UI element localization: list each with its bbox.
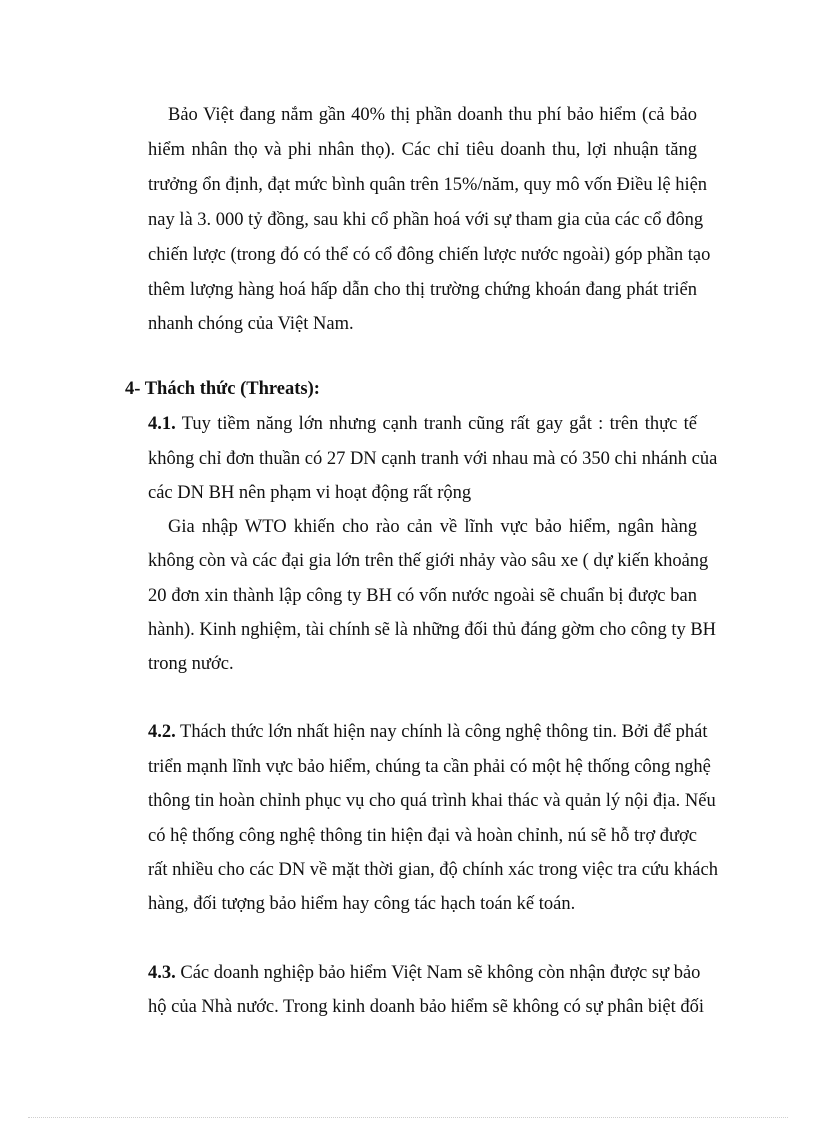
- paragraph-line: nhanh chóng của Việt Nam.: [148, 314, 354, 334]
- page-bottom-border: [28, 1117, 788, 1118]
- paragraph-line: không chỉ đơn thuần có 27 DN cạnh tranh với nhau mà có 350 chi nhánh của: [148, 449, 718, 469]
- paragraph-line: rất nhiều cho các DN về mặt thời gian, độ chính xác trong việc tra cứu khách: [148, 860, 718, 880]
- paragraph-line: hành). Kinh nghiệm, tài chính sẽ là những đối thủ đáng gờm cho công ty BH: [148, 620, 717, 640]
- paragraph-line: không còn và các đại gia lớn trên thế giới nhảy vào sâu xe ( dự kiến khoảng: [148, 551, 709, 571]
- paragraph-line: Bảo Việt đang nắm gần 40% thị phần doanh thu phí bảo hiểm (cả bảo: [168, 105, 697, 125]
- paragraph-line: hàng, đối tượng bảo hiểm hay công tác hạch toán kế toán.: [148, 894, 576, 914]
- paragraph-line: trong nước.: [148, 654, 234, 674]
- item-text: Các doanh nghiệp bảo hiểm Việt Nam sẽ không còn nhận được sự bảo: [175, 963, 701, 983]
- item-4-1-first-line: [148, 413, 697, 435]
- item-text: Tuy tiềm năng lớn nhưng cạnh tranh cũng rất gay gắt : trên thực tế: [175, 414, 697, 434]
- paragraph-line: hộ của Nhà nước. Trong kinh doanh bảo hiểm sẽ không có sự phân biệt đối: [148, 997, 704, 1017]
- paragraph-line: thông tin hoàn chỉnh phục vụ cho quá trình khai thác và quản lý nội địa. Nếu: [148, 791, 716, 811]
- paragraph-line: hiểm nhân thọ và phi nhân thọ). Các chỉ tiêu doanh thu, lợi nhuận tăng: [148, 140, 697, 160]
- paragraph-line: triển mạnh lĩnh vực bảo hiểm, chúng ta cần phải có một hệ thống công nghệ: [148, 757, 711, 777]
- item-number: 4.2.: [148, 722, 176, 742]
- item-4-2-first-line: [148, 721, 708, 743]
- paragraph-line: các DN BH nên phạm vi hoạt động rất rộng: [148, 483, 472, 503]
- paragraph-line: có hệ thống công nghệ thông tin hiện đại và hoàn chỉnh, nú sẽ hỗ trợ được: [148, 826, 698, 846]
- item-4-3-first-line: [148, 962, 701, 984]
- paragraph-line: thêm lượng hàng hoá hấp dẫn cho thị trường chứng khoán đang phát triển: [148, 280, 697, 300]
- paragraph-line: chiến lược (trong đó có thể có cổ đông chiến lược nước ngoài) góp phần tạo: [148, 245, 711, 265]
- item-text: Thách thức lớn nhất hiện nay chính là công nghệ thông tin. Bởi để phát: [175, 722, 708, 742]
- paragraph-line: 20 đơn xin thành lập công ty BH có vốn nước ngoài sẽ chuẩn bị được ban: [148, 586, 697, 606]
- paragraph-line: trưởng ổn định, đạt mức bình quân trên 15%/năm, quy mô vốn Điều lệ hiện: [148, 175, 708, 195]
- item-number: 4.3.: [148, 963, 176, 983]
- item-number: 4.1.: [148, 414, 176, 434]
- section-heading: 4- Thách thức (Threats):: [125, 379, 320, 399]
- paragraph-line: nay là 3. 000 tỷ đồng, sau khi cổ phần hoá với sự tham gia của các cổ đông: [148, 210, 704, 230]
- paragraph-line: Gia nhập WTO khiến cho rào cản về lĩnh vực bảo hiểm, ngân hàng: [168, 517, 697, 537]
